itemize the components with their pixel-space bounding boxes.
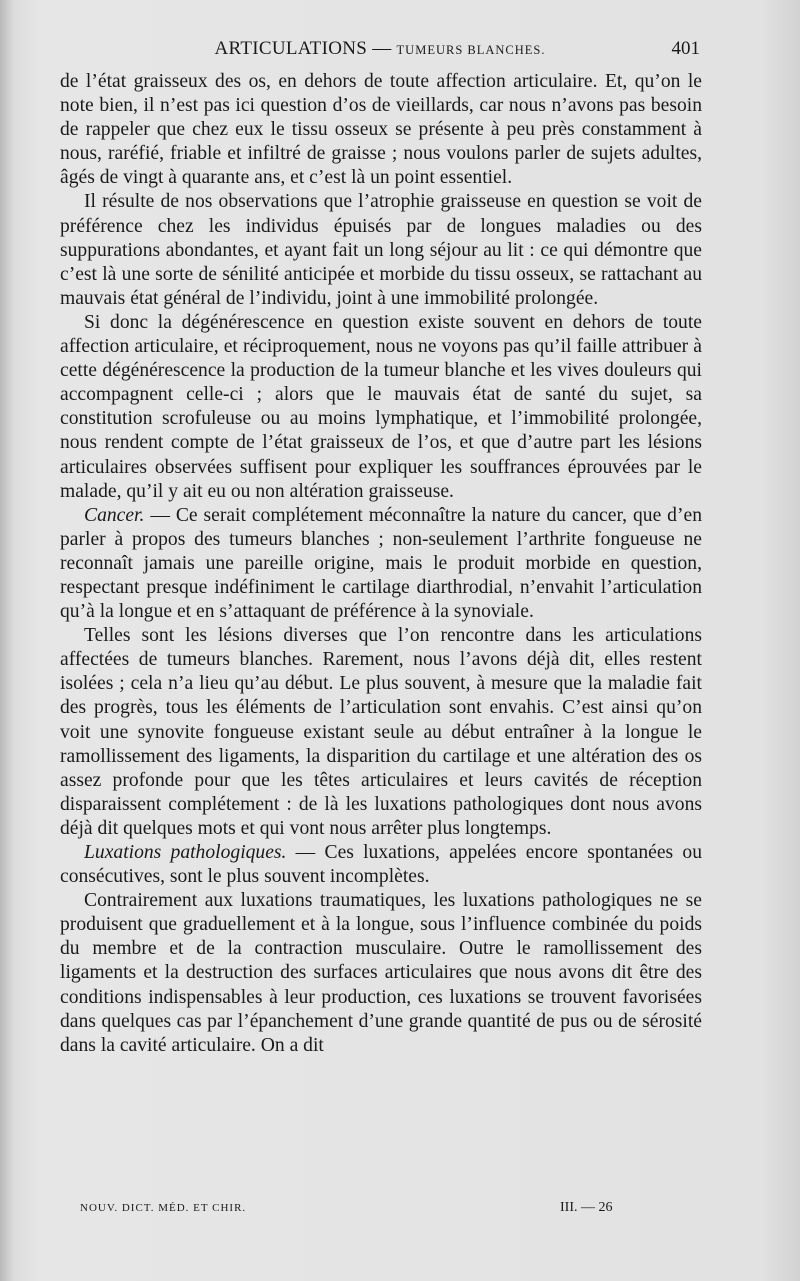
- header-separator: —: [367, 38, 397, 59]
- footer-signature: NOUV. DICT. MÉD. ET CHIR.: [80, 1202, 247, 1214]
- paragraph: [60, 624, 702, 841]
- paragraph: [60, 190, 702, 310]
- paragraph-text: — Ce serait complétement méconnaître la nature du cancer, que d’en parler à propos des tumeurs blanches ; non-seulement l’arthrite fongueuse ne reconnaît jamais une pareille origine, mais le produit morbide en question, respectant presque indéfiniment le cartilage diarthrodial, n’envahit l’articulation qu’à la longue et en s’attaquant de préférence à la synoviale.: [60, 504, 702, 623]
- paragraph: [60, 841, 702, 889]
- paragraph: [60, 504, 702, 624]
- paragraph-label: Luxations pathologiques.: [84, 842, 287, 863]
- paragraph-text: Telles sont les lésions diverses que l’on rencontre dans les articulations affectées de tumeurs blanches. Rarement, nous l’avons déjà dit, elles restent isolées ; cela n’a lieu qu’au début. Le plus souvent, à mesure que la maladie fait des progrès, tous les éléments de l’articulation sont envahis. C’est ainsi qu’on voit une synovite fongueuse existant seule au début entraîner à la longue le ramollissement des ligaments, la disparition du cartilage et une altération des os assez profonde pour que les têtes articulaires et leurs cavités de réception disparaissent complétement : de là les luxations pathologiques dont nous avons déjà dit quelques mots et qui vont nous arrêter plus longtemps.: [60, 625, 702, 839]
- header-subtitle: TUMEURS BLANCHES.: [396, 43, 546, 57]
- paragraph: [60, 311, 702, 504]
- paragraph-text: Contrairement aux luxations traumatiques, les luxations pathologiques ne se produisent que graduellement et à la longue, sous l’influence combinée du poids du membre et de la contraction musculaire. Outre le ramollissement des ligaments et la destruction des surfaces articulaires que nous avons dit être des conditions indispensables à leur production, ces luxations se trouvent favorisées dans quelques cas par l’épanchement d’une grande quantité de pus ou de sérosité dans la cavité articulaire. On a dit: [60, 890, 702, 1056]
- page-footer: [80, 1200, 640, 1220]
- paragraph-text: Si donc la dégénérescence en question existe souvent en dehors de toute affection articulaire, et réciproquement, nous ne voyons pas qu’il faille attribuer à cette dégénérescence la production de la tumeur blanche et les vives douleurs qui accompagnent celle-ci ; alors que le mauvais état de santé du sujet, sa constitution scrofuleuse ou au moins lymphatique, et l’immobilité prolongée, nous rendent compte de l’état graisseux de l’os, et que d’autre part les lésions articulaires observées suffisent pour expliquer les souffrances éprouvées par le malade, qu’il y ait eu ou non altération graisseuse.: [60, 311, 702, 502]
- paragraph-label: Cancer.: [84, 504, 145, 526]
- header-title: ARTICULATIONS: [214, 38, 368, 59]
- paragraph-text: de l’état graisseux des os, en dehors de toute affection articulaire. Et, qu’on le note bien, il n’est pas ici question d’os de vieillards, car nous n’avons pas besoin de rappeler que chez eux le tissu osseux se présente à peu près constamment à nous, raréfié, friable et infiltré de graisse ; nous voulons parler de sujets adultes, âgés de vingt à quarante ans, et c’est là un point essentiel.: [60, 71, 702, 189]
- header-title-line: [60, 38, 700, 60]
- paragraph-text: Il résulte de nos observations que l’atrophie graisseuse en question se voit de préférence chez les individus épuisés par de longues maladies ou des suppurations abondantes, et ayant fait un long séjour au lit : ce qui démontre que c’est là une sorte de sénilité anticipée et morbide du tissu osseux, se rattachant au mauvais état général de l’individu, joint à une immobilité prolongée.: [60, 191, 702, 309]
- paragraph-text: — Ces luxations, appelées encore spontanées ou consécutives, sont le plus souvent incomplètes.: [60, 842, 702, 888]
- running-header: [60, 36, 700, 66]
- paragraph: [60, 889, 702, 1058]
- page-number: 401: [671, 38, 700, 59]
- paragraph: [60, 70, 702, 190]
- body-text: [60, 70, 702, 1058]
- footer-volume-mark: III. — 26: [560, 1200, 613, 1215]
